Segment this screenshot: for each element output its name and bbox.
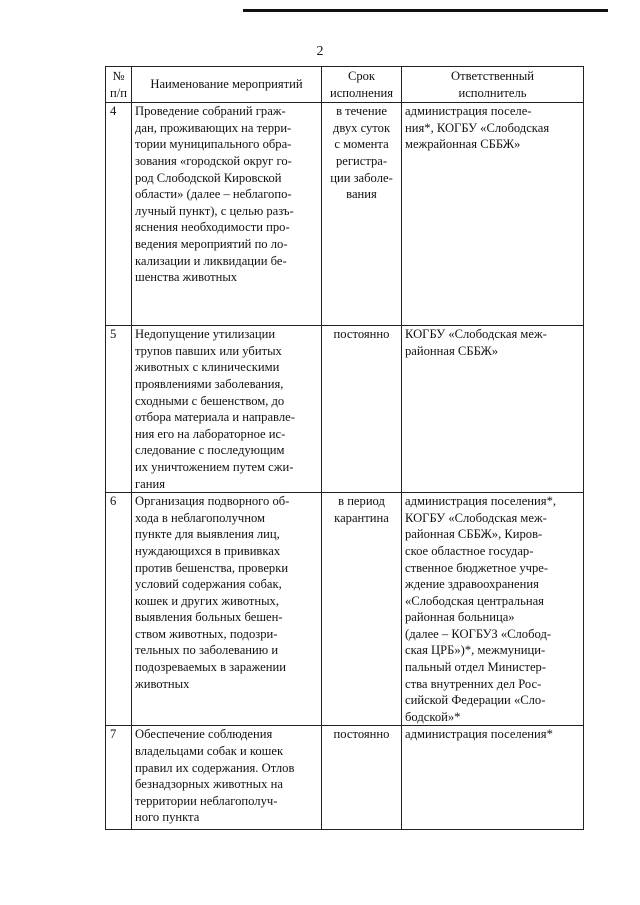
responsible-executor [402, 326, 584, 493]
responsible-executor-line: межрайонная СББЖ» [405, 137, 521, 152]
responsible-executor [402, 103, 584, 326]
responsible-executor-line: ское областное государ- [405, 543, 534, 558]
execution-term [322, 493, 402, 726]
execution-term [322, 103, 402, 326]
measure-name-line: тории муниципального обра- [135, 137, 292, 152]
measure-name-line: нуждающихся в прививках [135, 543, 281, 558]
responsible-executor-line: «Слободская центральная [405, 593, 544, 608]
responsible-executor-line: сийской Федерации «Сло- [405, 693, 546, 708]
row-number: 4 [106, 103, 132, 326]
measure-name-line: пункте для выявления лиц, [135, 527, 280, 542]
table-row [106, 493, 584, 726]
header-term: Срок исполнения [322, 67, 402, 103]
header-number: № п/п [106, 67, 132, 103]
header-measure-name: Наименование мероприятий [132, 67, 322, 103]
measure-name-line: яснения необходимости про- [135, 220, 290, 235]
execution-term-line: ции заболе- [330, 170, 393, 185]
measure-name-line: их уничтожением путем сжи- [135, 459, 294, 474]
execution-term-line: постоянно [333, 727, 390, 742]
table-row [106, 326, 584, 493]
measure-name-line: Обеспечение соблюдения [135, 727, 273, 742]
row-number: 5 [106, 326, 132, 493]
execution-term [322, 326, 402, 493]
measure-name-line: следование с последующим [135, 443, 285, 458]
execution-term-line: в течение [336, 104, 387, 119]
measure-name-line: ством животных, подозри- [135, 626, 278, 641]
measure-name-line: против бешенства, проверки [135, 560, 289, 575]
responsible-executor-line: пальный отдел Министер- [405, 660, 547, 675]
measure-name-line: гания [135, 476, 166, 491]
measure-name-line: кошек и других животных, [135, 593, 279, 608]
row-number: 7 [106, 726, 132, 830]
responsible-executor-line: КОГБУ «Слободская меж- [405, 327, 547, 342]
measure-name-line: лучный пункт), с целью разъ- [135, 203, 294, 218]
responsible-executor-line: ния*, КОГБУ «Слободская [405, 120, 550, 135]
responsible-executor-line: ственное бюджетное учре- [405, 560, 549, 575]
header-responsible: Ответственный исполнитель [402, 67, 584, 103]
measure-name-line: животных [135, 676, 190, 691]
responsible-executor-line: администрация поселения* [405, 727, 553, 742]
responsible-executor-line: районная СББЖ» [405, 343, 499, 358]
measure-name-line: выявления больных бешен- [135, 610, 283, 625]
measure-name-line: сходными с бешенством, до [135, 393, 285, 408]
execution-term-line: регистра- [335, 153, 388, 168]
measure-name-line: правил их содержания. Отлов [135, 760, 295, 775]
measures-table [105, 66, 584, 830]
execution-term-line: постоянно [333, 327, 390, 342]
responsible-executor [402, 493, 584, 726]
measure-name-line: Проведение собраний граж- [135, 104, 286, 119]
responsible-executor-line: районная СББЖ», Киров- [405, 527, 543, 542]
table-row [106, 726, 584, 830]
top-rule [243, 9, 608, 12]
measure-name-line: подозреваемых в заражении [135, 660, 286, 675]
measure-name-line: проявлениями заболевания, [135, 376, 284, 391]
execution-term-line: вания [346, 187, 377, 202]
measure-name-line: трупов павших или убитых [135, 343, 282, 358]
table-row [106, 103, 584, 326]
row-number: 6 [106, 493, 132, 726]
measure-name-line: шенства животных [135, 270, 238, 285]
table-header-row [106, 67, 584, 103]
responsible-executor-line: ская ЦРБ»)*, межмуници- [405, 643, 546, 658]
responsible-executor-line: администрация поселения*, [405, 494, 557, 509]
responsible-executor-line: бодской»* [405, 709, 461, 724]
measure-name-line: кализации и ликвидации бе- [135, 253, 287, 268]
measure-name-line: животных с клиническими [135, 360, 280, 375]
responsible-executor-line: КОГБУ «Слободская меж- [405, 510, 547, 525]
measure-name-line: области» (далее – неблагопо- [135, 187, 292, 202]
measure-name-line: условий содержания собак, [135, 577, 282, 592]
measure-name-line: территории неблагополуч- [135, 793, 278, 808]
measure-name [132, 726, 322, 830]
page-number: 2 [316, 44, 324, 59]
measure-name-line: ния его на лабораторное ис- [135, 426, 286, 441]
responsible-executor [402, 726, 584, 830]
measure-name-line: тельных по заболеванию и [135, 643, 279, 658]
execution-term-line: в период [338, 494, 385, 509]
measure-name [132, 103, 322, 326]
measure-name-line: хода в неблагополучном [135, 510, 265, 525]
execution-term-line: с момента [334, 137, 389, 152]
measure-name-line: ного пункта [135, 810, 200, 825]
measure-name-line: зования «городской округ го- [135, 153, 292, 168]
measure-name-line: Недопущение утилизации [135, 327, 276, 342]
execution-term-line: двух суток [332, 120, 391, 135]
responsible-executor-line: ждение здравоохранения [405, 577, 539, 592]
measure-name-line: владельцами собак и кошек [135, 744, 284, 759]
measure-name-line: безнадзорных животных на [135, 777, 283, 792]
responsible-executor-line: ства внутренних дел Рос- [405, 676, 542, 691]
measure-name-line: отбора материала и направле- [135, 410, 295, 425]
responsible-executor-line: (далее – КОГБУЗ «Слобод- [405, 626, 552, 641]
measure-name [132, 326, 322, 493]
measure-name-line: Организация подворного об- [135, 494, 290, 509]
measure-name-line: ведения мероприятий по ло- [135, 236, 288, 251]
execution-term [322, 726, 402, 830]
execution-term-line: карантина [334, 510, 389, 525]
measure-name [132, 493, 322, 726]
measure-name-line: дан, проживающих на терри- [135, 120, 292, 135]
measure-name-line: род Слободской Кировской [135, 170, 282, 185]
responsible-executor-line: районная больница» [405, 610, 515, 625]
responsible-executor-line: администрация поселе- [405, 104, 532, 119]
